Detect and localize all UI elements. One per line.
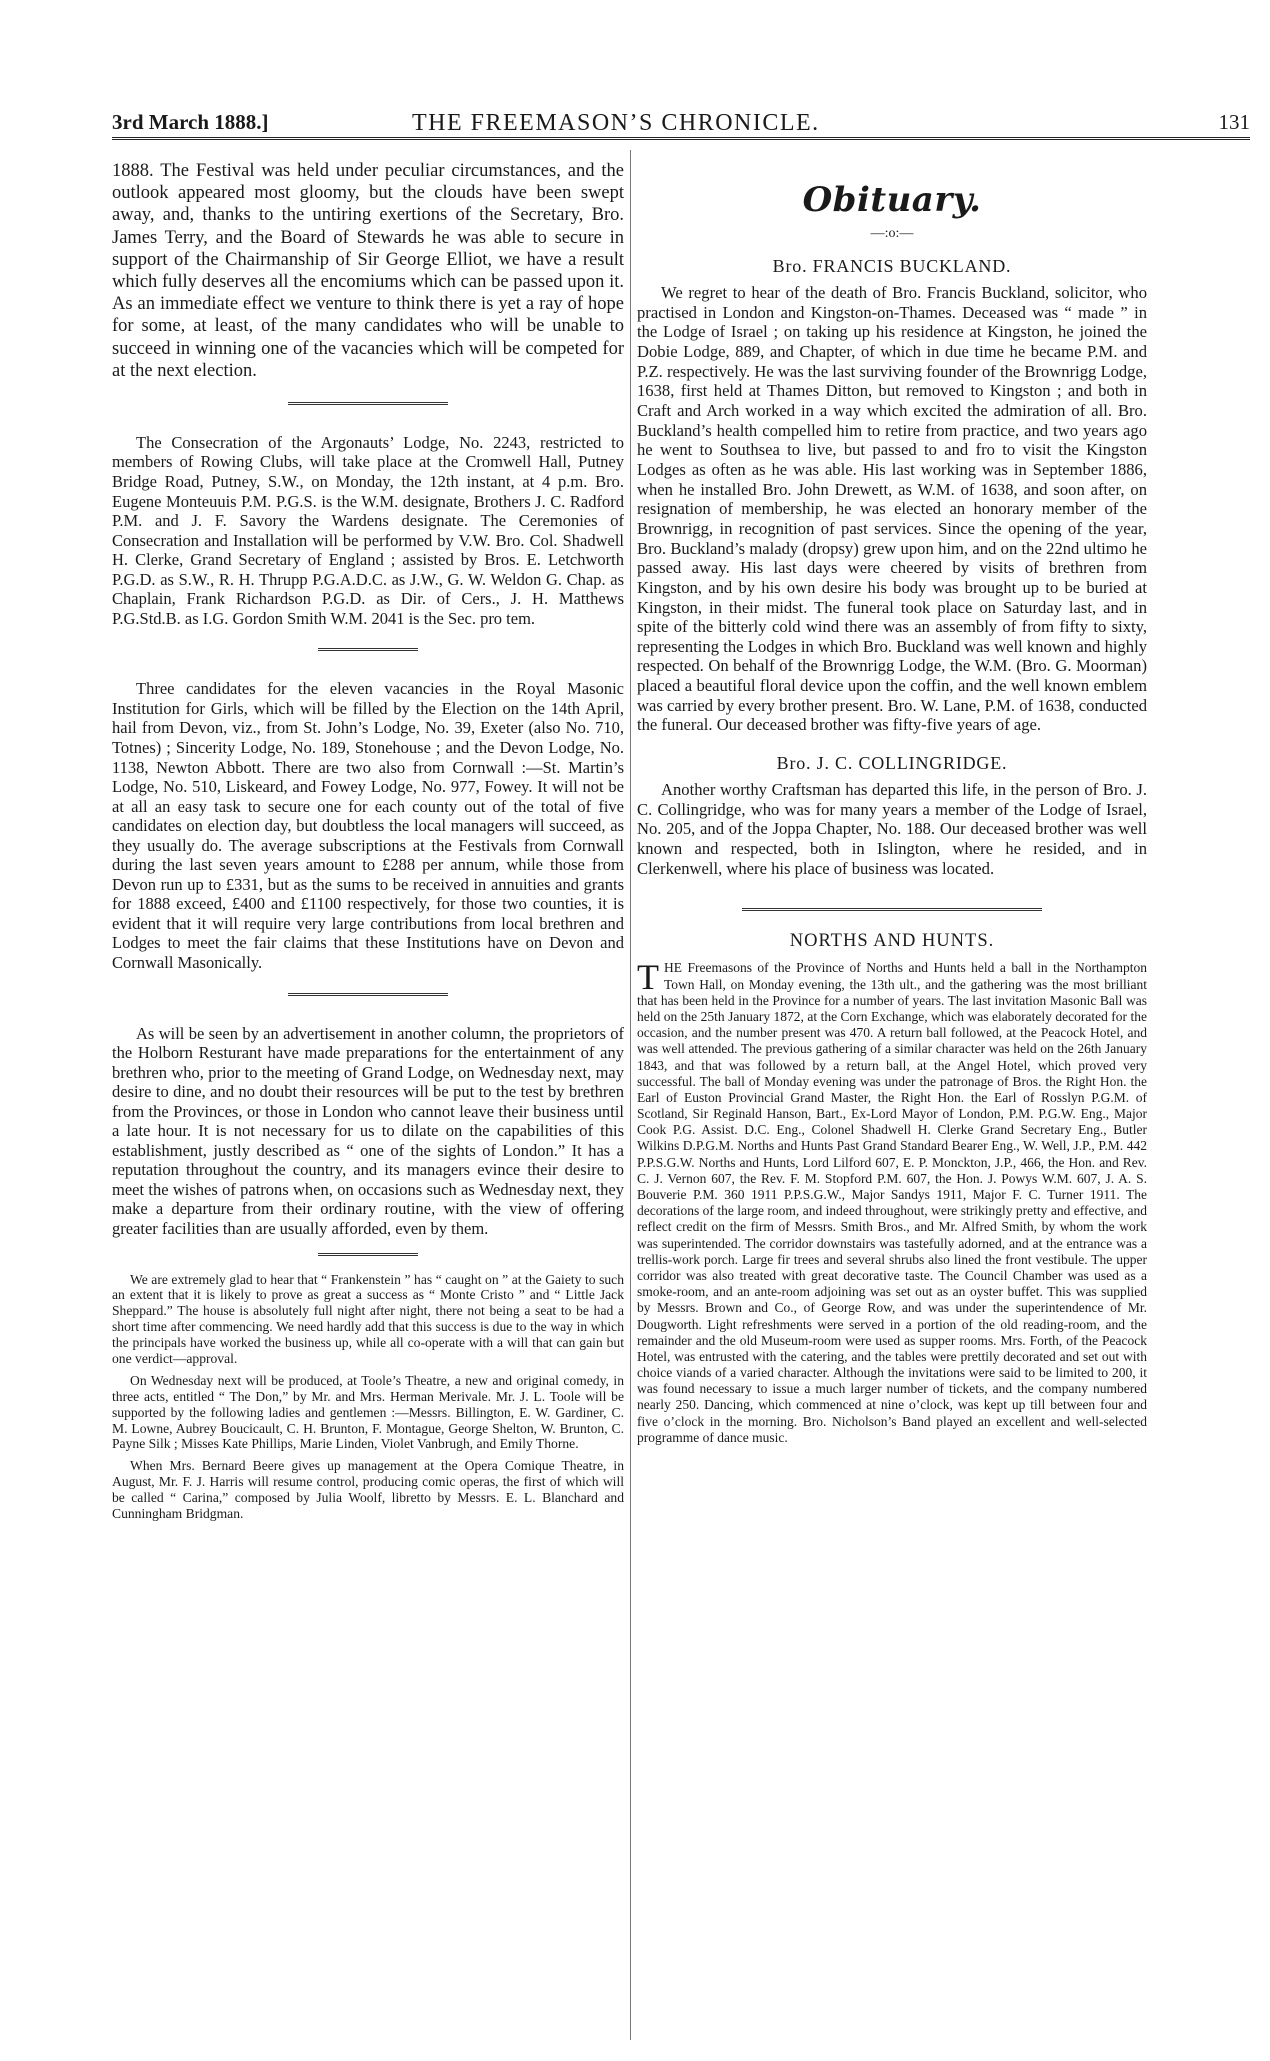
norths-and-hunts-title: NORTHS AND HUNTS. — [789, 931, 995, 952]
frankenstein-paragraph: We are extremely glad to hear that “ Frankenstein ” has “ caught on ” at the Gaiety to such an extent that it is likely to prove as great a success as “ Monte Cristo ” and “ Little Jack Sheppard.” The house is absolutely full night after night, there not being a seat to be had a short time after commencing. We need hardly add that this success is due to the way in which the principals have worked the business up, while all co-operate with a will that can gain but one verdict—approval. — [112, 1271, 624, 1367]
opera-comique-paragraph: When Mrs. Bernard Beere gives up management at the Opera Comique Theatre, in August, Mr. F. J. Harris will resume control, producing comic operas, the first of which will be called “ Carina,” composed by Julia Woolf, libretto by Messrs. E. L. Blanchard and Cunningham Bridgman. — [112, 1458, 624, 1522]
tooles-theatre-paragraph: On Wednesday next will be produced, at Toole’s Theatre, a new and original comedy, in three acts, entitled “ The Don,” by Mr. and Mrs. Herman Merivale. Mr. J. L. Toole will be supported by the following ladies and gentlemen :—Messrs. Billington, E. W. Gardiner, C. M. Lowne, Aubrey Boucicault, C. H. Brunton, F. Montague, George Shelton, W. Brunton, C. Payne Silk ; Misses Kate Phillips, Marie Linden, Violet Vanbrugh, and Emily Thorne. — [112, 1372, 624, 1452]
obituary-name-buckland: Bro. FRANCIS BUCKLAND. — [772, 256, 1012, 276]
left-column — [112, 160, 624, 1528]
girls-institution-paragraph: Three candidates for the eleven vacancies in the Royal Masonic Institution for Girls, which will be filled by the Election on the 14th April, hail from Devon, viz., from St. John’s Lodge, No. 39, Exeter (also No. 710, Totnes) ; Sincerity Lodge, No. 189, Stonehouse ; and the Devon Lodge, No. 1138, Newton Abbott. There are two also from Cornwall :—St. Martin’s Lodge, No. 510, Liskeard, and Fowey Lodge, No. 977, Fowey. It will not be at all an easy task to secure one for each county out of the total of five candidates on election day, but doubtless the local managers will succeed, as they usually do. The average subscriptions at the Festivals from Cornwall during the last seven years amount to £288 per annum, while those from Devon run up to £331, but as the sums to be received in annuities and grants for 1888 exceed, £400 and £1100 respectively, for those two counties, it is evident that it will require very large contributions from local brethren and Lodges to meet the fair claims that these Institutions have on Devon and Cornwall Masonically. — [112, 679, 624, 972]
issue-date: 3rd March 1888.] — [112, 110, 269, 134]
obituary-body-collingridge: Another worthy Craftsman has departed this life, in the person of Bro. J. C. Collingridge, who was for many years a member of the Lodge of Israel, No. 205, and of the Joppa Chapter, No. 188. Our deceased brother was well known and respected, both in Islington, where he resided, and in Clerkenwell, where his place of business was located. — [637, 780, 1147, 878]
section-divider — [318, 1253, 418, 1256]
page-number: 131 — [1218, 110, 1250, 134]
argonauts-lodge-paragraph: The Consecration of the Argonauts’ Lodge, No. 2243, restricted to members of Rowing Clubs, will take place at the Cromwell Hall, Putney Bridge Road, Putney, S.W., on Monday, the 12th instant, at 4 p.m. Bro. Eugene Monteuuis P.M. P.G.S. is the W.M. designate, Brothers J. C. Radford P.M. and J. F. Savory the Wardens designate. The Ceremonies of Consecration and Installation will be performed by V.W. Bro. Col. Shadwell H. Clerke, Grand Secretary of England ; assisted by Bros. E. Letchworth P.G.D. as S.W., R. H. Thrupp P.G.A.D.C. as J.W., G. W. Weldon G. Chap. as Chaplain, Frank Richardson P.G.D. as Dir. of Cers., J. H. Matthews P.G.Std.B. as I.G. Gordon Smith W.M. 2041 is the Sec. pro tem. — [112, 432, 624, 628]
header-rule — [112, 137, 1250, 140]
holborn-restaurant-paragraph: As will be seen by an advertisement in another column, the proprietors of the Holborn Resturant have made preparations for the entertainment of any brethren who, prior to the meeting of Grand Lodge, on Wednesday next, may desire to dine, and no doubt their resources will be put to the test by brethren from the Provinces, or those in London who cannot leave their business until a late hour. It is not necessary for us to dilate on the capabilities of this establishment, justly described as “ one of the sights of London.” It has a reputation throughout the country, and its managers evince their desire to meet the wishes of patrons when, on occasions such as Wednesday next, they make a departure from their ordinary routine, with the view of offering greater facilities than are usually afforded, even by them. — [112, 1023, 624, 1239]
column-separator — [630, 150, 631, 2040]
section-divider — [742, 908, 1042, 911]
page-header — [112, 110, 1250, 136]
norths-and-hunts-text: HE Freemasons of the Province of Norths and Hunts held a ball in the Northampton Town Hall, on Monday evening, the 13th ult., and the gathering was the most brilliant that has been held in the Province for a number of years. The last invitation Masonic Ball was held on the 25th January 1872, at the Corn Exchange, which was elaborately decorated for the occasion, and the number present was 470. A return ball followed, at the Peacock Hotel, and was well attended. The previous gathering of a similar character was held on the 26th January 1843, and that was followed by a return ball, at the Angel Hotel, which proved very successful. The ball of Monday evening was under the patronage of Bros. the Right Hon. the Earl of Euston Provincial Grand Master, the Right Hon. the Earl of Rosslyn P.G.M. of Scotland, Sir Reginald Hanson, Bart., Ex-Lord Mayor of London, P.M. P.G.W. Eng., Major Cook P.G. Assist. D.C. Eng., Colonel Shadwell H. Clerke Grand Secretary Eng., Butler Wilkins D.P.G.M. Norths and Hunts Past Grand Standard Bearer Eng., W. Well, J.P., P.M. 442 P.P.S.G.W. Norths and Hunts, Lord Lilford 607, E. P. Monckton, J.P., 466, the Hon. and Rev. C. J. Vernon 607, the Rev. F. M. Stopford P.M. 607, the Hon. J. Powys W.M. 607, J. A. S. Bouverie P.M. 360 1911 P.P.S.G.W., Major Sandys 1911, Major F. C. Turner 1911. The decorations of the large room, and indeed throughout, were strikingly pretty and effective, and reflect credit on the firm of Messrs. Smith Bros., and Mr. Alfred Smith, by whom the work was superintended. The corridor downstairs was tastefully adorned, and at the entrance was a trellis-work porch. Large fir trees and several shrubs also lined the front vestibule. The upper corridor was also treated with great decorative taste. The Council Chamber was used as a smoke-room, and an ante-room adjoining was set out as an oyster buffet. This was supplied by Messrs. Brown and Co., of George Row, and was under the superintendence of Mr. Dougworth. Light refreshments were served in a portion of the old reading-room, and the remainder and the old Museum-room were used as supper rooms. Mrs. Forth, of the Peacock Hotel, was entrusted with the catering, and the tables were prettily decorated and set out with choice viands of a varied character. Although the invitations were said to be limited to 200, it was found necessary to issue a much larger number of tickets, and the company numbered nearly 250. Dancing, which commenced at nine o’clock, was kept up till between four and five o’clock in the morning. Bro. Nicholson’s Band played an excellent and well-selected programme of dance music. — [637, 960, 1147, 1445]
section-divider — [318, 648, 418, 651]
festival-paragraph: 1888. The Festival was held under peculiar circumstances, and the outlook appeared most gloomy, but the clouds have been swept away, and, thanks to the untiring exertions of the Secretary, Bro. James Terry, and the Board of Stewards he was able to secure in support of the Chairmanship of Sir George Elliot, we have a result which fully deserves all the encomiums which can be passed upon it. As an immediate effect we venture to think there is yet a ray of hope for some, at least, of the many candidates who will be unable to succeed in winning one of the vacancies which will be competed for at the next election. — [112, 161, 624, 381]
section-divider — [288, 402, 448, 405]
obituary-body-buckland: We regret to hear of the death of Bro. Francis Buckland, solicitor, who practised in London and Kingston-on-Thames. Deceased was “ made ” in the Lodge of Israel ; on taking up his residence at Kingston, he joined the Dobie Lodge, 889, and Chapter, of which in due time he became P.M. and P.Z. respectively. He was the last surviving founder of the Brownrigg Lodge, 1638, first held at Thames Ditton, but removed to Kingston ; and both in Craft and Arch worked in a way which excited the admiration of all. Bro. Buckland’s health compelled him to retire from practice, and two years ago he went to Southsea to live, but passed to and fro to visit the Kingston Lodges as often as he was able. His last working was in September 1886, when he installed Bro. John Drewett, as W.M. of 1638, and soon after, on resignation of membership, he was elected an honorary member of the Brownrigg, in recognition of past services. Since the opening of the year, Bro. Buckland’s malady (dropsy) grew upon him, and on the 22nd ultimo he passed away. His last days were cheered by visits of brethren from Kingston, and by his own desire his body was brought up to be buried at Kingston, in their midst. The funeral took place on Saturday last, and in spite of the bitterly cold wind there was an assembly of from fifty to sixty, representing the Lodges in which Bro. Buckland was well known and highly respected. On behalf of the Brownrigg Lodge, the W.M. (Bro. G. Moorman) placed a beautiful floral device upon the coffin, and the well known emblem was carried by every brother present. Bro. W. Lane, P.M. of 1638, conducted the funeral. Our deceased brother was fifty-five years of age. — [637, 283, 1147, 735]
right-column — [637, 160, 1147, 1446]
drop-cap-letter: T — [637, 957, 659, 998]
publication-title: THE FREEMASON’S CHRONICLE. — [412, 110, 820, 136]
norths-and-hunts-body — [637, 957, 1147, 1446]
obituary-name-collingridge: Bro. J. C. COLLINGRIDGE. — [776, 753, 1008, 774]
obituary-heading: Obituary. — [802, 180, 982, 220]
heading-ornament: —:o:— — [870, 226, 914, 241]
section-divider — [288, 993, 448, 996]
